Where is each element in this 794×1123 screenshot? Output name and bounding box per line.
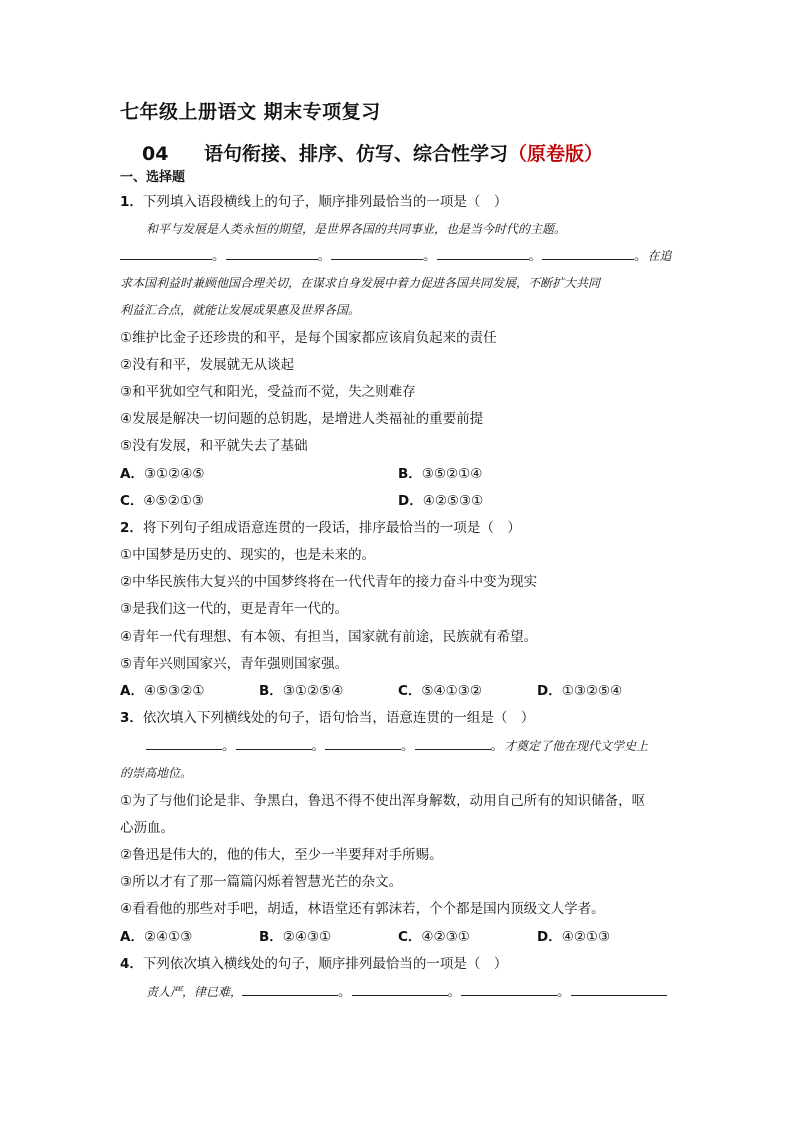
- answer-blank[interactable]: [226, 247, 318, 260]
- q2-stem-text: 将下列句子组成语意连贯的一段话，排序最恰当的一项是（ ）: [142, 520, 521, 536]
- answer-blank[interactable]: [242, 983, 338, 996]
- q2-option-c[interactable]: C．⑤④①③②: [398, 683, 482, 699]
- answer-blank[interactable]: [352, 983, 448, 996]
- q2-option-d[interactable]: D．①③②⑤④: [537, 683, 623, 699]
- q3-option-c[interactable]: C．④②③①: [398, 929, 470, 945]
- q3-option-a[interactable]: A．②④①③: [120, 929, 193, 945]
- q2-sentence-1: ①中国梦是历史的、现实的，也是未来的。: [120, 547, 376, 563]
- answer-blank[interactable]: [331, 247, 423, 260]
- answer-blank[interactable]: [571, 983, 667, 996]
- section-heading: 一、选择题: [120, 170, 186, 185]
- q1-passage-line-4: 利益汇合点，就能让发展成果惠及世界各国。: [120, 303, 361, 317]
- q1-option-a[interactable]: A．③①②④⑤: [120, 466, 205, 482]
- q2-sentence-2: ②中华民族伟大复兴的中国梦终将在一代代青年的接力奋斗中变为现实: [120, 574, 538, 590]
- q2-stem: [120, 519, 521, 537]
- answer-blank[interactable]: [461, 983, 557, 996]
- document-subtitle: [142, 139, 603, 166]
- q1-sentence-5: ⑤没有发展，和平就失去了基础: [120, 438, 308, 454]
- q2-sentence-5: ⑤青年兴则国家兴，青年强则国家强。: [120, 656, 349, 672]
- q3-option-d[interactable]: D．④②①③: [537, 929, 611, 945]
- q4-number: 4．: [120, 956, 143, 972]
- q2-option-b[interactable]: B．③①②⑤④: [259, 683, 344, 699]
- q1-blanks-line: 。 。 。 。 。在追: [120, 247, 672, 265]
- q1-option-d[interactable]: D．④②⑤③①: [398, 493, 484, 509]
- q2-sentence-3: ③是我们这一代的，更是青年一代的。: [120, 601, 349, 617]
- q4-blanks-line: 责人严，律已难， 。 。 。: [146, 983, 667, 1001]
- q1-stem-text: 下列填入语段横线上的句子，顺序排列最恰当的一项是（ ）: [142, 194, 508, 210]
- q3-sentence-4: ④看看他的那些对手吧，胡适，林语堂还有郭沫若，个个都是国内顶级文人学者。: [120, 901, 605, 917]
- answer-blank[interactable]: [325, 737, 401, 750]
- q2-option-a[interactable]: A．④⑤③②①: [120, 683, 205, 699]
- q1-stem: [120, 193, 507, 211]
- q1-number: 1．: [120, 194, 143, 210]
- subtitle-number: 04: [142, 143, 169, 165]
- subtitle-text: 语句衔接、排序、仿写、综合性学习: [204, 143, 509, 165]
- q3-sentence-2: ②鲁迅是伟大的，他的伟大，至少一半要拜对手所赐。: [120, 847, 443, 863]
- q3-stem: [120, 709, 534, 727]
- q3-passage-line-1-tail: 才奠定了他在现代文学史上: [504, 739, 649, 753]
- subtitle-tag: （原卷版）: [508, 143, 604, 165]
- q1-passage-line-2-tail: 在追: [647, 249, 672, 263]
- q3-sentence-1a: ①为了与他们论是非、争黑白，鲁迅不得不使出浑身解数，动用自己所有的知识储备，呕: [120, 793, 646, 809]
- q4-stem-text: 下列依次填入横线处的句子，顺序排列最恰当的一项是（ ）: [142, 956, 508, 972]
- q3-number: 3．: [120, 710, 143, 726]
- q2-number: 2．: [120, 520, 143, 536]
- q3-blanks-line: 。 。 。 。才奠定了他在现代文学史上: [146, 737, 648, 755]
- q1-option-c[interactable]: C．④⑤②①③: [120, 493, 204, 509]
- q1-sentence-3: ③和平犹如空气和阳光，受益而不觉，失之则难存: [120, 384, 416, 400]
- q1-sentence-2: ②没有和平，发展就无从谈起: [120, 357, 295, 373]
- q2-sentence-4: ④青年一代有理想、有本领、有担当，国家就有前途，民族就有希望。: [120, 629, 538, 645]
- q4-passage-line-1-head: 责人严，律已难，: [146, 985, 243, 999]
- q4-stem: [120, 955, 507, 973]
- q1-sentence-1: ①维护比金子还珍贵的和平，是每个国家都应该肩负起来的责任: [120, 330, 497, 346]
- document-title: 七年级上册语文 期末专项复习: [120, 101, 381, 123]
- answer-blank[interactable]: [437, 247, 529, 260]
- q3-sentence-1b: 心沥血。: [120, 820, 174, 836]
- answer-blank[interactable]: [120, 247, 212, 260]
- answer-blank[interactable]: [146, 737, 222, 750]
- q3-stem-text: 依次填入下列横线处的句子，语句恰当，语意连贯的一组是（ ）: [142, 710, 535, 726]
- q1-passage-line-3: 求本国利益时兼顾他国合理关切，在谋求自身发展中着力促进各国共同发展，不断扩大共同: [120, 276, 601, 290]
- q1-sentence-4: ④发展是解决一切问题的总钥匙，是增进人类福祉的重要前提: [120, 411, 484, 427]
- q3-sentence-3: ③所以才有了那一篇篇闪烁着智慧光芒的杂文。: [120, 874, 403, 890]
- q1-passage-line-1: 和平与发展是人类永恒的期望，是世界各国的共同事业，也是当今时代的主题。: [146, 222, 567, 236]
- q3-passage-line-2: 的崇高地位。: [120, 766, 193, 780]
- q3-option-b[interactable]: B．②④③①: [259, 929, 332, 945]
- answer-blank[interactable]: [415, 737, 491, 750]
- q1-option-b[interactable]: B．③⑤②①④: [398, 466, 483, 482]
- answer-blank[interactable]: [542, 247, 634, 260]
- answer-blank[interactable]: [236, 737, 312, 750]
